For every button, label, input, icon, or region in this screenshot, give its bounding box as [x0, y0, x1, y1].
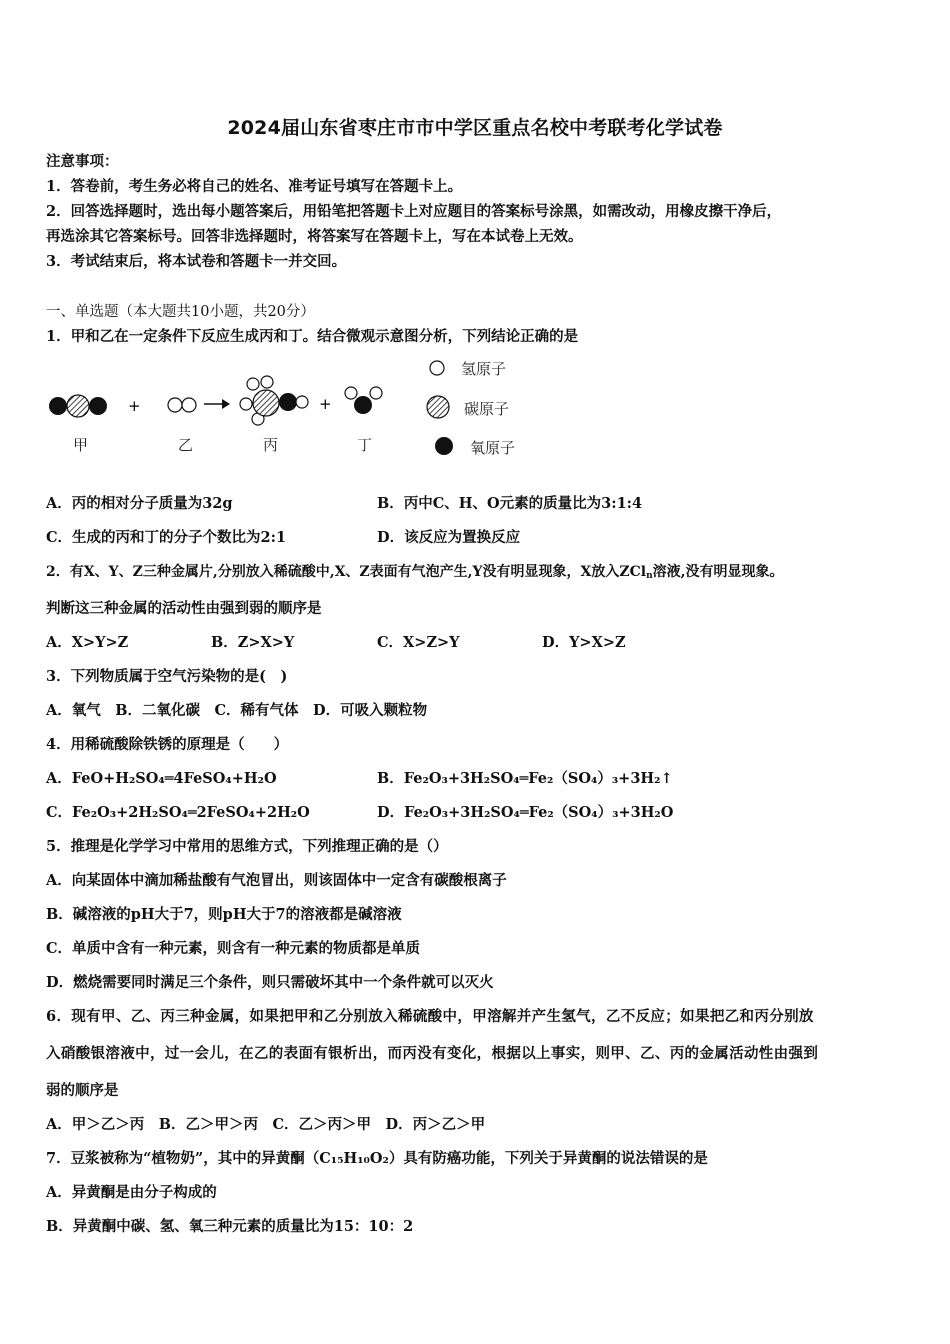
hydrogen-atom	[370, 387, 382, 399]
oxygen-legend-icon	[435, 437, 453, 455]
molecule-ding	[345, 387, 382, 414]
plus-sign: +	[128, 397, 141, 415]
q1-stem: 1．甲和乙在一定条件下反应生成丙和丁。结合微观示意图分析，下列结论正确的是	[46, 328, 579, 345]
notice-item: 3．考试结束后，将本试卷和答题卡一并交回。	[46, 253, 347, 270]
label-ding: 丁	[357, 436, 373, 454]
notice-item: 1．答卷前，考生务必将自己的姓名、准考证号填写在答题卡上。	[46, 178, 463, 195]
notice-heading: 注意事项：	[46, 153, 119, 170]
hydrogen-atom	[240, 398, 252, 410]
hydrogen-atom	[261, 376, 273, 388]
q5-option-b: B．碱溶液的pH大于7，则pH大于7的溶液都是碱溶液	[46, 906, 402, 923]
notice-item: 2．回答选择题时，选出每小题答案后，用铅笔把答题卡上对应题目的答案标号涂黑，如需改动，用橡皮擦干净后，	[46, 203, 782, 220]
q4-option-d: D．Fe₂O₃+3H₂SO₄═Fe₂（SO₄）₃+3H₂O	[377, 804, 674, 821]
q5-option-d: D．燃烧需要同时满足三个条件，则只需破坏其中一个条件就可以灭火	[46, 974, 494, 991]
label-jia: 甲	[73, 436, 89, 454]
q3-options: A．氧气 B．二氧化碳 C．稀有气体 D．可吸入颗粒物	[46, 702, 428, 719]
legend-oxygen: 氧原子	[470, 439, 516, 457]
q6-options: A．甲＞乙＞丙 B．乙＞甲＞丙 C．乙＞丙＞甲 D．丙＞乙＞甲	[46, 1116, 486, 1133]
carbon-legend-icon	[427, 396, 449, 418]
q2-stem-part2: 溶液,没有明显现象。	[652, 564, 784, 580]
q3-stem: 3．下列物质属于空气污染物的是( )	[46, 668, 288, 685]
q2-option-d: D．Y>X>Z	[542, 634, 626, 651]
hydrogen-atom	[168, 398, 182, 412]
q6-stem-line: 弱的顺序是	[46, 1082, 119, 1099]
diagram-legend	[427, 361, 453, 455]
q1-option-c: C．生成的丙和丁的分子个数比为2:1	[46, 529, 287, 546]
q2-stem-sub: n	[646, 571, 653, 581]
plus-sign: +	[319, 395, 332, 413]
label-yi: 乙	[178, 436, 194, 454]
q7-option-b: B．异黄酮中碳、氢、氧三种元素的质量比为15：10：2	[46, 1218, 414, 1235]
carbon-atom	[67, 395, 89, 417]
q5-option-a: A．向某固体中滴加稀盐酸有气泡冒出，则该固体中一定含有碳酸根离子	[46, 872, 507, 889]
q2-option-b: B．Z>X>Y	[211, 634, 295, 651]
q4-option-c: C．Fe₂O₃+2H₂SO₄═2FeSO₄+2H₂O	[46, 804, 310, 821]
hydrogen-atom	[296, 396, 308, 408]
q2-option-a: A．X>Y>Z	[46, 634, 129, 651]
label-bing: 丙	[263, 436, 279, 454]
q4-option-a: A．FeO+H₂SO₄═4FeSO₄+H₂O	[46, 770, 277, 787]
oxygen-atom	[354, 396, 372, 414]
q2-stem-line2: 判断这三种金属的活动性由强到弱的顺序是	[46, 600, 322, 617]
molecule-jia	[49, 395, 107, 417]
hydrogen-atom	[247, 378, 259, 390]
legend-carbon: 碳原子	[464, 400, 510, 418]
carbon-atom	[253, 390, 279, 416]
molecule-yi	[168, 398, 196, 412]
q6-stem-line: 6．现有甲、乙、丙三种金属，如果把甲和乙分别放入稀硫酸中，甲溶解并产生氢气，乙不反应；如果把乙和丙分别放	[46, 1008, 814, 1025]
q6-stem-line: 入硝酸银溶液中，过一会儿，在乙的表面有银析出，而丙没有变化，根据以上事实，则甲、乙、丙的金属活动性由强到	[46, 1045, 819, 1062]
q1-option-a: A．丙的相对分子质量为32g	[46, 495, 233, 512]
molecule-bing	[240, 376, 308, 425]
q4-stem: 4．用稀硫酸除铁锈的原理是（ ）	[46, 736, 289, 753]
q1-option-d: D．该反应为置换反应	[377, 529, 521, 546]
oxygen-atom	[49, 397, 67, 415]
oxygen-atom	[89, 397, 107, 415]
q7-option-a: A．异黄酮是由分子构成的	[46, 1184, 217, 1201]
q2-stem-part1: 2．有X、Y、Z三种金属片,分别放入稀硫酸中,X、Z表面有气泡产生,Y没有明显现象，X放入ZCl	[46, 564, 647, 580]
notice-item: 再选涂其它答案标号。回答非选择题时，将答案写在答题卡上，写在本试卷上无效。	[46, 228, 583, 245]
reaction-arrow-icon	[204, 399, 230, 409]
q2-option-c: C．X>Z>Y	[377, 634, 460, 651]
q7-stem: 7．豆浆被称为“植物奶”，其中的异黄酮（C₁₅H₁₀O₂）具有防癌功能，下列关于异黄酮的说法错误的是	[46, 1150, 708, 1167]
oxygen-atom	[279, 393, 297, 411]
q4-option-b: B．Fe₂O₃+3H₂SO₄═Fe₂（SO₄）₃+3H₂↑	[377, 770, 673, 787]
legend-hydrogen: 氢原子	[461, 360, 507, 378]
hydrogen-legend-icon	[430, 361, 444, 375]
page-title: 2024届山东省枣庄市市中学区重点名校中考联考化学试卷	[227, 117, 723, 139]
q1-option-b: B．丙中C、H、O元素的质量比为3:1:4	[377, 495, 643, 512]
hydrogen-atom	[345, 387, 357, 399]
section-heading: 一、单选题（本大题共10小题，共20分）	[46, 304, 315, 320]
q5-stem: 5．推理是化学学习中常用的思维方式，下列推理正确的是（）	[46, 838, 448, 855]
q5-option-c: C．单质中含有一种元素，则含有一种元素的物质都是单质	[46, 940, 421, 957]
hydrogen-atom	[182, 398, 196, 412]
q2-stem	[46, 562, 911, 582]
